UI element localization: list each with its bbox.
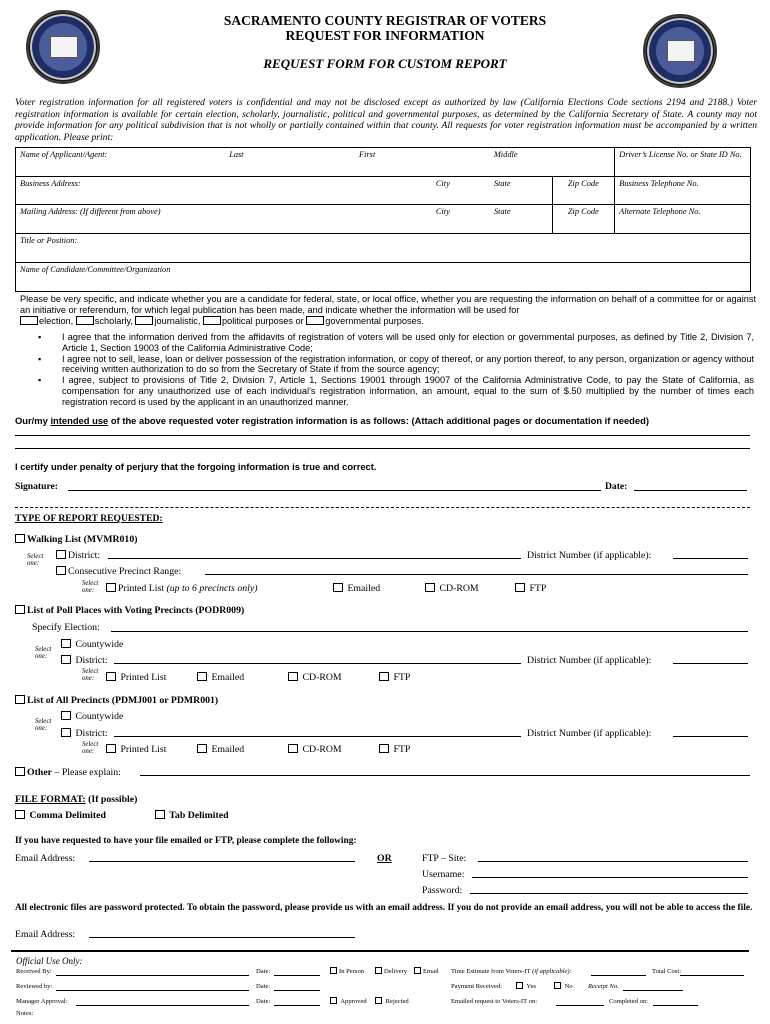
walking-cdrom-checkbox[interactable] — [425, 583, 435, 592]
time-estimate-label — [451, 968, 572, 975]
password-label: Password: — [422, 885, 463, 896]
rejected-option[interactable] — [375, 997, 409, 1005]
intro-paragraph: Voter registration information for all registered voters is confidential and may not be disclosed except as authorized by law (California Elections Code sections 2194 and 2188.) Voter registration information is available for certain election, scholarly, journalistic, political and governmental purposes, as determined by the California Secretary of State. A county may not provide information for any political subdivision that is not wholly or partially contained within that county. All requests for voter registration information must be accompanied by a written application. Please print: — [15, 97, 757, 143]
approved-checkbox[interactable] — [330, 997, 337, 1004]
walking-consecutive-option[interactable] — [56, 566, 181, 577]
precincts-district-line[interactable] — [114, 736, 521, 737]
delivery-option[interactable] — [375, 967, 407, 975]
purpose-election-label: election, — [39, 316, 74, 326]
precincts-countywide-checkbox[interactable] — [61, 711, 71, 720]
total-cost-line[interactable] — [680, 975, 744, 976]
precincts-district-label: District: — [75, 728, 108, 739]
walking-district-number-label: District Number (if applicable): — [527, 550, 652, 561]
poll-emailed-option[interactable] — [197, 672, 244, 683]
manager-approval-line[interactable] — [76, 1005, 249, 1006]
file-format-note: (If possible) — [85, 794, 138, 805]
purpose-scholarly-checkbox[interactable] — [76, 316, 94, 325]
report-type-heading: TYPE OF REPORT REQUESTED: — [15, 513, 163, 524]
walking-emailed-checkbox[interactable] — [333, 583, 343, 592]
time-estimate-text: Time Estimate from Voters-IT — [451, 968, 531, 975]
poll-specify-label: Specify Election: — [32, 622, 100, 633]
purpose-scholarly-label: scholarly, — [94, 316, 133, 326]
walking-emailed-label: Emailed — [347, 583, 381, 594]
delivery-label: Delivery — [384, 968, 408, 975]
date-label: Date: — [605, 481, 628, 492]
precincts-ftp-checkbox[interactable] — [379, 744, 389, 753]
email-option-label: Email — [423, 968, 439, 975]
applicant-table — [15, 147, 751, 292]
precincts-format-select-one: Select one: — [82, 741, 99, 755]
poll-places-option[interactable] — [15, 605, 244, 616]
completed-on-label: Completed on: — [609, 998, 649, 1005]
precincts-printed-label: Printed List — [120, 744, 167, 755]
email-label: Email Address: — [15, 853, 76, 864]
other-explain-label: – Please explain: — [52, 767, 121, 778]
email2-line[interactable] — [89, 937, 355, 938]
approval-date-line[interactable] — [274, 1005, 320, 1006]
alt-phone-label[interactable]: Alternate Telephone No. — [615, 205, 751, 234]
mailing-state-label[interactable]: State — [493, 207, 511, 216]
walking-district-label: District: — [68, 550, 101, 561]
purpose-political-checkbox[interactable] — [203, 316, 221, 325]
rejected-label: Rejected — [385, 998, 409, 1005]
payment-yes-checkbox[interactable] — [516, 982, 523, 989]
precincts-countywide-label: Countywide — [75, 711, 124, 722]
email-option[interactable] — [414, 967, 439, 975]
delivery-checkbox[interactable] — [375, 967, 382, 974]
certify-statement: I certify under penalty of perjury that the forgoing information is true and correct. — [15, 461, 377, 472]
poll-ftp-checkbox[interactable] — [379, 672, 389, 681]
walking-printed-checkbox[interactable] — [106, 583, 116, 592]
business-address-label[interactable]: Business Address: — [16, 177, 355, 205]
walking-select-one: Select one: — [27, 553, 44, 567]
other-checkbox[interactable] — [15, 767, 25, 776]
intended-use-line-2[interactable] — [15, 448, 750, 449]
mailing-city-label[interactable]: City — [355, 205, 490, 234]
receipt-no-line[interactable] — [623, 990, 683, 991]
received-by-line[interactable] — [56, 975, 249, 976]
poll-district-option[interactable] — [61, 655, 108, 666]
applicant-name-label[interactable]: Name of Applicant/Agent: — [16, 148, 226, 177]
agreement-item: ▪ I agree that the information derived from the affidavits of registration of voters will be used only for election or governmental purposes, as defined by Title 2, Division 7, Article 1, Section 19003 of the California Administrative Code; — [38, 332, 754, 354]
walking-cdrom-option[interactable] — [425, 583, 479, 594]
license-label[interactable]: Driver’s License No. or State ID No. — [615, 148, 751, 177]
in-person-option[interactable] — [330, 967, 364, 975]
precincts-cdrom-label: CD-ROM — [302, 744, 342, 755]
poll-cdrom-label: CD-ROM — [302, 672, 342, 683]
walking-district-line[interactable] — [108, 558, 521, 559]
precincts-emailed-option[interactable] — [197, 744, 244, 755]
tab-delimited-option[interactable] — [155, 810, 229, 821]
poll-specify-line[interactable] — [111, 631, 748, 632]
walking-district-checkbox[interactable] — [56, 550, 66, 559]
walking-ftp-label: FTP — [529, 583, 547, 594]
divider — [15, 507, 750, 508]
poll-countywide-label: Countywide — [75, 639, 124, 650]
poll-emailed-label: Emailed — [211, 672, 245, 683]
approved-option[interactable] — [330, 997, 367, 1005]
poll-cdrom-checkbox[interactable] — [288, 672, 298, 681]
poll-ftp-option[interactable] — [379, 672, 410, 683]
notes-label: Notes: — [16, 1010, 34, 1017]
walking-consecutive-label: Consecutive Precinct Range: — [68, 566, 182, 577]
mailing-address-label[interactable]: Mailing Address: (If different from above) — [16, 205, 355, 234]
poll-district-label: District: — [75, 655, 108, 666]
intended-use-line-1[interactable] — [15, 435, 750, 436]
use-underlined: intended use — [50, 415, 109, 426]
poll-printed-checkbox[interactable] — [106, 672, 116, 681]
signature-label: Signature: — [15, 481, 58, 492]
precincts-printed-checkbox[interactable] — [106, 744, 116, 753]
reviewed-by-line[interactable] — [56, 990, 249, 991]
use-suffix: of the above requested voter registration information is as follows: (Attach additional pages or documentation if needed) — [108, 415, 649, 426]
username-line[interactable] — [472, 877, 748, 878]
walking-list-label: Walking List (MVMR010) — [27, 534, 138, 545]
payment-no-checkbox[interactable] — [554, 982, 561, 989]
poll-places-label: List of Poll Places with Voting Precincts (PODR009) — [27, 605, 245, 616]
walking-emailed-option[interactable] — [333, 583, 380, 594]
payment-yes-label: Yes — [526, 983, 537, 990]
other-label: Other — [27, 767, 53, 778]
other-explain-line[interactable] — [140, 775, 750, 776]
in-person-checkbox[interactable] — [330, 967, 337, 974]
purpose-election-checkbox[interactable] — [20, 316, 38, 325]
walking-list-option[interactable] — [15, 534, 138, 545]
all-precincts-label: List of All Precincts (PDMJ001 or PDMR001) — [27, 695, 219, 706]
approval-date-label: Date: — [256, 998, 271, 1005]
poll-district-line[interactable] — [114, 663, 521, 664]
email-line[interactable] — [89, 861, 355, 862]
payment-received-label: Payment Received: — [451, 983, 503, 990]
if-applicable-text: (if applicable): — [532, 968, 572, 975]
password-note: All electronic files are password protected. To obtain the password, please provide us with an email address. If you do not provide an email address, you will not be able to access the file. — [15, 903, 753, 913]
received-date-line[interactable] — [274, 975, 320, 976]
walking-list-checkbox[interactable] — [15, 534, 25, 543]
email-checkbox[interactable] — [414, 967, 421, 974]
precincts-district-option[interactable] — [61, 728, 108, 739]
precincts-ftp-option[interactable] — [379, 744, 410, 755]
walking-district-option[interactable] — [56, 550, 100, 561]
manager-approval-label: Manager Approval: — [16, 998, 68, 1005]
comma-delimited-label: Comma Delimited — [29, 810, 106, 821]
poll-ftp-label: FTP — [393, 672, 411, 683]
form-subtitle: REQUEST FOR INFORMATION — [285, 28, 485, 43]
agreement-item: ▪ I agree not to sell, lease, loan or deliver possession of the registration information, or copy of thereof, or any portion thereof, to any person, organization or agency without receiving written authorization to do so from the Secretary of State if from the source agency; — [38, 354, 754, 376]
ftp-site-label: FTP – Site: — [422, 853, 467, 864]
reviewed-date-label: Date: — [256, 983, 271, 990]
first-label[interactable]: First — [355, 148, 490, 177]
received-by-label: Received By: — [16, 968, 52, 975]
other-option[interactable] — [15, 767, 121, 778]
time-estimate-line[interactable] — [591, 975, 646, 976]
reviewed-date-line[interactable] — [274, 990, 320, 991]
file-format-title: FILE FORMAT: — [15, 794, 86, 805]
mailing-zip-label[interactable]: Zip Code — [552, 205, 614, 233]
title-position-label[interactable]: Title or Position: — [16, 234, 751, 263]
poll-cdrom-option[interactable] — [288, 672, 342, 683]
emailed-request-line[interactable] — [556, 1005, 604, 1006]
reviewed-by-label: Reviewed by: — [16, 983, 53, 990]
official-heading: Official Use Only: — [16, 956, 83, 966]
payment-yes-option[interactable] — [516, 982, 536, 990]
username-label: Username: — [422, 869, 465, 880]
city-label[interactable]: City — [355, 177, 490, 205]
walking-printed-label: Printed List — [118, 583, 164, 594]
email2-label: Email Address: — [15, 929, 76, 940]
walking-ftp-checkbox[interactable] — [515, 583, 525, 592]
file-format-heading — [15, 794, 137, 805]
approved-label: Approved — [340, 998, 367, 1005]
walking-printed-option[interactable] — [106, 583, 258, 594]
precincts-select-one: Select one: — [35, 718, 52, 732]
emailed-request-label: Emailed request to Voters-IT on: — [451, 998, 538, 1005]
precincts-emailed-checkbox[interactable] — [197, 744, 207, 753]
intended-use-label — [15, 415, 755, 426]
poll-countywide-checkbox[interactable] — [61, 639, 71, 648]
agreement-item: ▪ I agree, subject to provisions of Title 2, Division 7, Article 1, Sections 19001 through 19007 of the California Administrative Code, to pay the State of California, as compensation for any unauthorized use of each individual’s registration information, an amount, equal to the sum of $.50 multiplied by the number of times each registration record is used by the applicant in an unauthorized manner. — [38, 375, 754, 407]
form-heading: REQUEST FORM FOR CUSTOM REPORT — [263, 56, 507, 71]
precincts-printed-option[interactable] — [106, 744, 166, 755]
agreement-list — [38, 332, 754, 408]
purpose-journalistic-checkbox[interactable] — [135, 316, 153, 325]
purpose-journalistic-label: journalistic, — [154, 316, 201, 326]
tab-delimited-checkbox[interactable] — [155, 810, 165, 819]
poll-countywide-option[interactable] — [61, 639, 123, 650]
poll-district-number-label: District Number (if applicable): — [527, 655, 652, 666]
poll-places-checkbox[interactable] — [15, 605, 25, 614]
all-precincts-checkbox[interactable] — [15, 695, 25, 704]
official-use-box — [11, 950, 749, 1023]
walking-printed-note: (up to 6 precincts only) — [166, 583, 258, 594]
poll-format-select-one: Select one: — [82, 668, 99, 682]
precincts-emailed-label: Emailed — [211, 744, 245, 755]
poll-district-checkbox[interactable] — [61, 655, 71, 664]
purpose-governmental-label: governmental purposes. — [325, 316, 424, 326]
poll-printed-label: Printed List — [120, 672, 167, 683]
completed-on-line[interactable] — [653, 1005, 698, 1006]
walking-format-select-one: Select one: — [82, 580, 99, 594]
receipt-no-label: Receipt No. — [588, 983, 619, 990]
comma-delimited-option[interactable] — [15, 810, 106, 821]
payment-no-label: No — [564, 983, 573, 990]
form-title: SACRAMENTO COUNTY REGISTRAR OF VOTERS — [223, 13, 547, 28]
precincts-district-number-line[interactable] — [673, 736, 748, 737]
in-person-label: In Person — [339, 968, 365, 975]
use-prefix: Our/my — [15, 415, 51, 426]
tab-delimited-label: Tab Delimited — [169, 810, 229, 821]
comma-delimited-checkbox[interactable] — [15, 810, 25, 819]
middle-label[interactable]: Middle — [490, 148, 615, 177]
purpose-text: Please be very specific, and indicate whether you are a candidate for federal, state, or local office, whether you are requesting the information on behalf of a committee for or against an initiative or referendum, for which legal publication has been made, and indicate whether the information will be used for — [20, 294, 756, 315]
precincts-district-checkbox[interactable] — [61, 728, 71, 737]
walking-cdrom-label: CD-ROM — [439, 583, 479, 594]
date-line[interactable] — [634, 490, 747, 491]
poll-printed-option[interactable] — [106, 672, 166, 683]
or-label: OR — [377, 853, 392, 864]
walking-district-number-line[interactable] — [673, 558, 748, 559]
walking-consecutive-line[interactable] — [205, 574, 748, 575]
zip-label[interactable]: Zip Code — [552, 177, 614, 204]
delivery-intro: If you have requested to have your file emailed or FTP, please complete the following: — [15, 836, 357, 846]
precincts-cdrom-checkbox[interactable] — [288, 744, 298, 753]
last-label[interactable]: Last — [225, 148, 355, 177]
purpose-political-label: political purposes or — [222, 316, 304, 326]
precincts-cdrom-option[interactable] — [288, 744, 342, 755]
poll-district-number-line[interactable] — [673, 663, 748, 664]
payment-no-option[interactable] — [554, 982, 573, 990]
state-label[interactable]: State — [493, 179, 511, 188]
signature-line[interactable] — [68, 490, 601, 491]
poll-emailed-checkbox[interactable] — [197, 672, 207, 681]
precincts-district-number-label: District Number (if applicable): — [527, 728, 652, 739]
business-phone-label[interactable]: Business Telephone No. — [615, 177, 751, 205]
precincts-countywide-option[interactable] — [61, 711, 123, 722]
precincts-ftp-label: FTP — [393, 744, 411, 755]
walking-consecutive-checkbox[interactable] — [56, 566, 66, 575]
password-line[interactable] — [470, 893, 748, 894]
rejected-checkbox[interactable] — [375, 997, 382, 1004]
all-precincts-option[interactable] — [15, 695, 218, 706]
total-cost-label: Total Cost: — [652, 968, 682, 975]
walking-ftp-option[interactable] — [515, 583, 546, 594]
poll-select-one: Select one: — [35, 646, 52, 660]
candidate-label[interactable]: Name of Candidate/Committee/Organization — [16, 263, 751, 292]
purpose-paragraph — [20, 294, 756, 327]
purpose-governmental-checkbox[interactable] — [306, 316, 324, 325]
ftp-site-line[interactable] — [478, 861, 748, 862]
received-date-label: Date: — [256, 968, 271, 975]
